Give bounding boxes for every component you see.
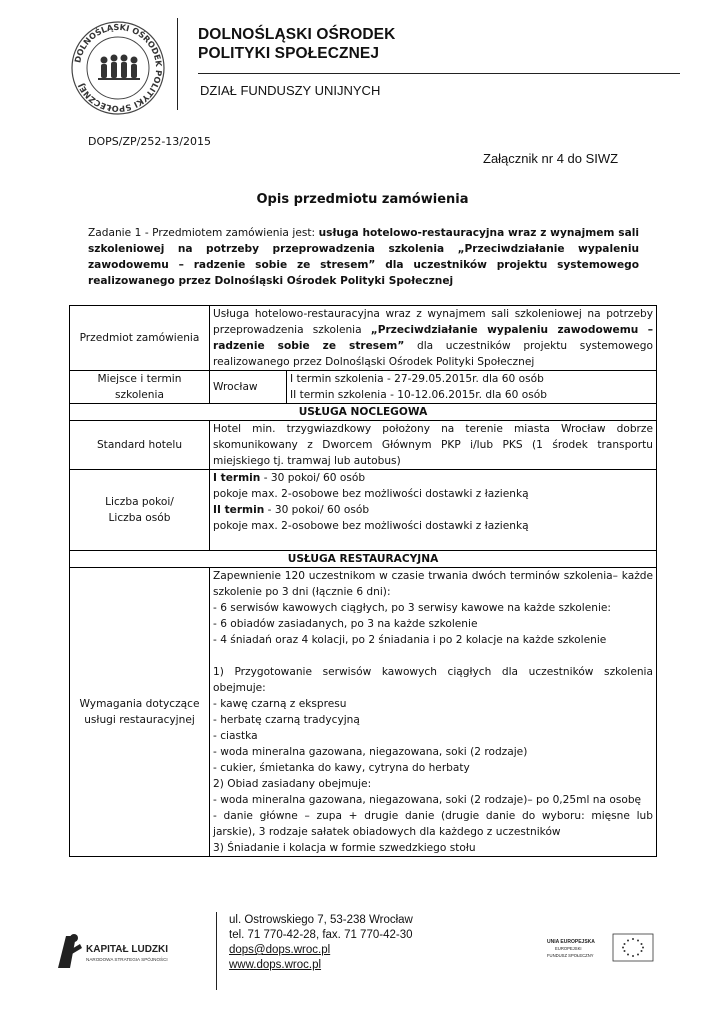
table-row bbox=[70, 306, 657, 371]
row-content: I termin - 30 pokoi/ 60 osób pokoje max. 2-osobowe bez możliwości dostawki z łazienką II termin - 30 pokoi/ 60 osób pokoje max. 2-osobowe bez możliwości dostawki z łazienką bbox=[210, 470, 657, 551]
list-item: - danie główne – zupa + drugie danie (drugie danie do wyboru: mięsne lub jarskie), 3 rodzaje sałatek obiadowych dla każdego z uczestników bbox=[213, 810, 653, 838]
footer-contact bbox=[229, 913, 413, 973]
section-row bbox=[70, 404, 657, 421]
kapital-ludzki-logo bbox=[56, 930, 196, 970]
list-item: - 4 śniadań oraz 4 kolacji, po 2 śniadania i po 2 kolacje na każde szkolenie bbox=[213, 634, 607, 646]
svg-text:DOLNOŚLĄSKI OŚRODEK POLITYKI S bbox=[72, 22, 164, 114]
dops-logo bbox=[68, 18, 168, 118]
logo-ring-text: DOLNOŚLĄSKI OŚRODEK POLITYKI SPOŁECZNEJ bbox=[72, 21, 165, 115]
organization-name: DOLNOŚLĄSKI OŚRODEK POLITYKI SPOŁECZNEJ bbox=[198, 26, 396, 62]
kl-subtitle: NARODOWA STRATEGIA SPÓJNOŚCI bbox=[86, 957, 168, 962]
list-item: 1) Przygotowanie serwisów kawowych ciągłych dla uczestników szkolenia obejmuje: bbox=[213, 666, 653, 694]
attachment-label: Załącznik nr 4 do SIWZ bbox=[483, 151, 619, 166]
list-item bbox=[213, 648, 653, 664]
list-item: - kawę czarną z ekspresu bbox=[213, 698, 347, 710]
table-row bbox=[70, 421, 657, 470]
section-heading: USŁUGA RESTAURACYJNA bbox=[70, 551, 657, 568]
row-content: Hotel min. trzygwiazdkowy położony na terenie miasta Wrocław dobrze skomunikowany z Dworcem Głównym PKP i/lub PKS (1 środek transportu miejskiego tj. tramwaj lub autobus) bbox=[210, 421, 657, 470]
reference-number: DOPS/ZP/252-13/2015 bbox=[88, 135, 211, 148]
city-cell: Wrocław bbox=[210, 371, 287, 404]
eu-stars-icon bbox=[622, 938, 644, 957]
list-item: - cukier, śmietanka do kawy, cytryna do herbaty bbox=[213, 762, 470, 774]
eu-logo bbox=[545, 930, 660, 965]
list-item: - ciastka bbox=[213, 730, 258, 742]
list-item: - woda mineralna gazowana, niegazowana, soki (2 rodzaje) bbox=[213, 746, 528, 758]
list-item: - herbatę czarną tradycyjną bbox=[213, 714, 360, 726]
header-divider-vertical bbox=[177, 18, 178, 110]
department-name: DZIAŁ FUNDUSZY UNIJNYCH bbox=[200, 83, 381, 98]
document-title: Opis przedmiotu zamówienia bbox=[256, 192, 469, 207]
website-link[interactable]: www.dops.wroc.pl bbox=[229, 959, 322, 971]
kapital-ludzki-icon bbox=[58, 934, 82, 968]
list-item: - 6 serwisów kawowych ciągłych, po 3 serwisy kawowe na każde szkolenie: bbox=[213, 602, 611, 614]
list-item: - 6 obiadów zasiadanych, po 3 na każde szkolenie bbox=[213, 618, 478, 630]
footer-divider bbox=[216, 912, 217, 990]
kl-title: KAPITAŁ LUDZKI bbox=[86, 944, 169, 955]
people-icon bbox=[98, 55, 140, 81]
intro-paragraph: Zadanie 1 - Przedmiotem zamówienia jest: usługa hotelowo-restauracyjna wraz z wynajmem sali szkoleniowej na potrzeby przeprowadzenia szkolenia „Przeciwdziałanie wypaleniu zawodowemu – radzenie sobie ze stresem” dla uczestników projektu systemowego realizowanego przez Dolnośląski Ośrodek Polityki Społecznej bbox=[88, 227, 639, 287]
header-divider-horizontal bbox=[198, 73, 680, 74]
specification-table bbox=[69, 305, 657, 857]
email-link[interactable]: dops@dops.wroc.pl bbox=[229, 944, 331, 956]
section-heading: USŁUGA NOCLEGOWA bbox=[70, 404, 657, 421]
row-content bbox=[210, 568, 657, 857]
list-item: 3) Śniadanie i kolacja w formie szwedzkiego stołu bbox=[213, 842, 476, 854]
list-item: - woda mineralna gazowana, niegazowana, soki (2 rodzaje)– po 0,25ml na osobę bbox=[213, 794, 642, 806]
table-row bbox=[70, 470, 657, 551]
row-label: Standard hotelu bbox=[70, 421, 210, 470]
eu-line2: EUROPEJSKI bbox=[555, 946, 582, 951]
row-content: Usługa hotelowo-restauracyjna wraz z wynajmem sali szkoleniowej na potrzeby przeprowadzenia szkolenia „Przeciwdziałanie wypaleniu zawodowemu – radzenie sobie ze stresem” dla uczestników projektu systemowego realizowanego przez Dolnośląski Ośrodek Polityki Społecznej bbox=[210, 306, 657, 371]
row-label: Wymagania dotyczące usługi restauracyjnej bbox=[70, 568, 210, 857]
terms-cell: I termin szkolenia - 27-29.05.2015r. dla 60 osób II termin szkolenia - 10-12.06.2015r. dla 60 osób bbox=[287, 371, 657, 404]
table-row bbox=[70, 371, 657, 404]
list-item: 2) Obiad zasiadany obejmuje: bbox=[213, 778, 372, 790]
row-label: Miejsce i termin szkolenia bbox=[70, 371, 210, 404]
eu-line3: FUNDUSZ SPOŁECZNY bbox=[547, 953, 594, 958]
section-row bbox=[70, 551, 657, 568]
list-item: Zapewnienie 120 uczestnikom w czasie trwania dwóch terminów szkolenia– każde szkolenie po 3 dni (łącznie 6 dni): bbox=[213, 570, 653, 598]
phone: tel. 71 770-42-28, fax. 71 770-42-30 bbox=[229, 929, 413, 941]
address: ul. Ostrowskiego 7, 53-238 Wrocław bbox=[229, 914, 413, 926]
row-label: Liczba pokoi/ Liczba osób bbox=[70, 470, 210, 551]
row-label: Przedmiot zamówienia bbox=[70, 306, 210, 371]
eu-line1: UNIA EUROPEJSKA bbox=[547, 939, 595, 945]
table-row bbox=[70, 568, 657, 857]
